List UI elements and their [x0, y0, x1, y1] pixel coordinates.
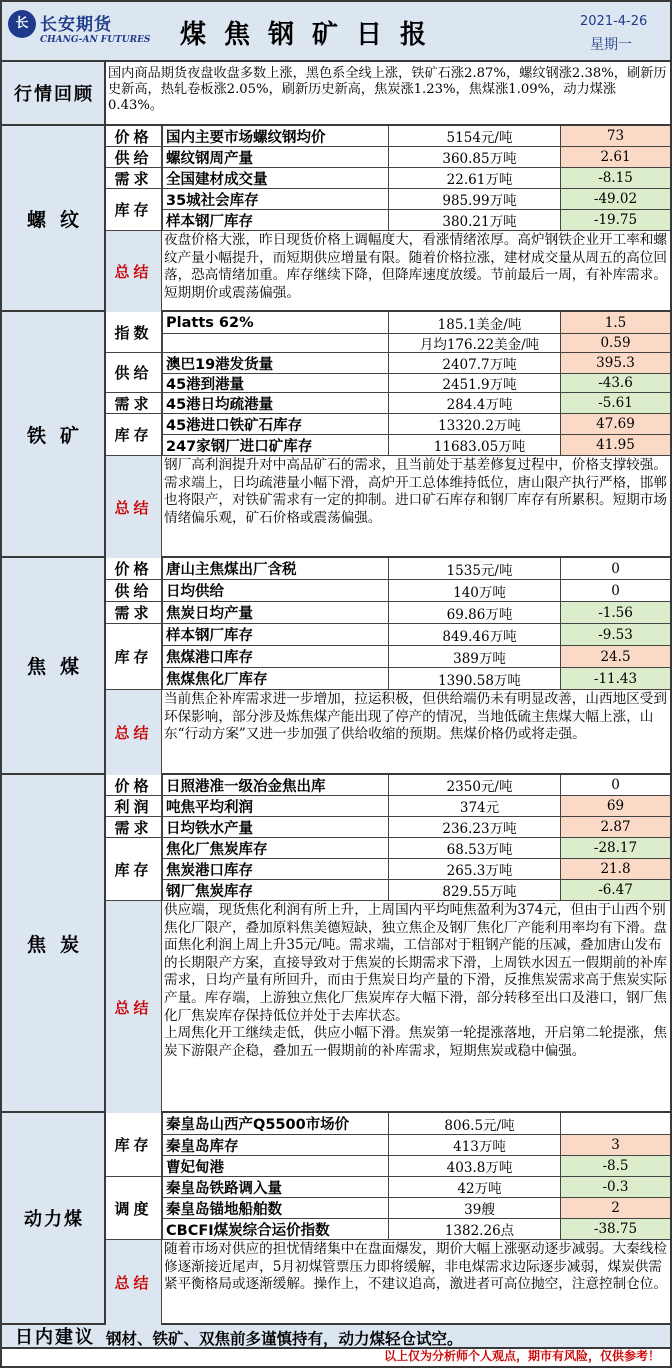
- rebar-row-value: 5154元/吨: [388, 126, 560, 146]
- coking_coal-category: 需求: [106, 602, 162, 624]
- ore-row-change: -43.6: [560, 374, 670, 392]
- thermal_coal-row-change: -8.5: [560, 1156, 670, 1176]
- coking_coal-row: [106, 668, 670, 690]
- rebar-category: 供给: [106, 147, 162, 168]
- coking_coal-row: [106, 580, 670, 602]
- rebar-row: [106, 210, 670, 231]
- rebar-label: 螺纹: [2, 126, 106, 310]
- company-name-cn: 长安期货: [40, 15, 112, 35]
- ore-row: [106, 393, 670, 414]
- rebar-row: [106, 147, 670, 168]
- coke-row-name: 钢厂焦炭库存: [162, 880, 388, 900]
- coking_coal-row-name: 样本钢厂库存: [162, 624, 388, 645]
- coking-coal-section: [2, 558, 670, 775]
- intraday-advice-label: 日内建议: [15, 1327, 95, 1348]
- report-header: [2, 2, 670, 62]
- ore-row: [106, 334, 670, 353]
- thermal_coal-row-change: -38.75: [560, 1219, 670, 1239]
- coke-category: 利润: [106, 796, 162, 817]
- thermal-coal-section: [2, 1113, 670, 1325]
- coke-row: [106, 880, 670, 901]
- coking_coal-row-change: -1.56: [560, 602, 670, 623]
- ore-row-name: 45港日均疏港量: [162, 393, 388, 413]
- thermal_coal-row-change: -0.3: [560, 1177, 670, 1197]
- coke-row-change: 0: [560, 775, 670, 795]
- rebar-row-name: 35城社会库存: [162, 189, 388, 209]
- rebar-row-value: 360.85万吨: [388, 147, 560, 167]
- coke-row-value: 236.23万吨: [388, 817, 560, 837]
- intraday-advice-text: 钢材、铁矿、双焦前多谨慎持有，动力煤轻仓试空。: [106, 1330, 463, 1348]
- thermal_coal-summary-text: 随着市场对供应的担忧情绪集中在盘面爆发，期价大幅上涨驱动逐步减弱。大秦线检修逐渐接近尾声，5月初煤管票压力即将缓解，非电煤需求边际逐步减弱，煤炭供需紧平衡格局或逐渐缓解。操作上，不建议追高，激进者可高位抛空，注意控制仓位。: [164, 1241, 667, 1293]
- coke-row: [106, 838, 670, 859]
- ore-category: 指数: [106, 312, 162, 353]
- report-weekday: 星期一: [590, 37, 632, 53]
- coke-row-change: 21.8: [560, 859, 670, 879]
- coke-row-value: 68.53万吨: [388, 838, 560, 858]
- coking_coal-row-change: 0: [560, 558, 670, 579]
- coking_coal-category: 库存: [106, 624, 162, 690]
- rebar-summary-text: 夜盘价格大涨，昨日现货价格上调幅度大，看涨情绪浓厚。高炉钢铁企业开工率和螺纹产量小幅提升，而短期供应增量有限。随着价格拉涨，建材成交量从周五的高位回落，恐高情绪加重。库存继续下降，但降库速度放缓。节前最后一周，有补库需求。短期期价或震荡偏强。: [164, 232, 667, 301]
- thermal_coal-row: [106, 1135, 670, 1156]
- coke-label: 焦炭: [2, 775, 106, 1111]
- rebar-row-value: 380.21万吨: [388, 210, 560, 230]
- thermal_coal-row-value: 1382.26点: [388, 1219, 560, 1239]
- ore-row-value: 月均176.22美金/吨: [388, 334, 560, 352]
- thermal_coal-row-name: 秦皇岛锚地船舶数: [162, 1198, 388, 1218]
- thermal_coal-row-value: 42万吨: [388, 1177, 560, 1197]
- thermal_coal-summary-label: 总结: [106, 1240, 162, 1325]
- rebar-section: [2, 126, 670, 312]
- rebar-row-name: 样本钢厂库存: [162, 210, 388, 230]
- market-review-label: 行情回顾: [2, 62, 106, 124]
- coke-row-change: -28.17: [560, 838, 670, 858]
- coking_coal-row-value: 69.86万吨: [388, 602, 560, 623]
- thermal_coal-row: [106, 1113, 670, 1135]
- rebar-row-name: 螺纹钢周产量: [162, 147, 388, 167]
- rebar-body: [106, 126, 670, 310]
- coke-row-change: -6.47: [560, 880, 670, 900]
- coke-row-change: 2.87: [560, 817, 670, 837]
- coke-section: [2, 775, 670, 1113]
- ore-row-change: 1.5: [560, 312, 670, 333]
- company-logo-icon: 长: [8, 10, 36, 38]
- ore-row-name: [162, 334, 388, 352]
- coking_coal-row-name: 焦煤焦化厂库存: [162, 668, 388, 689]
- ore-row-name: 45港进口铁矿石库存: [162, 414, 388, 434]
- ore-row-change: -5.61: [560, 393, 670, 413]
- coke-category: 库存: [106, 838, 162, 901]
- rebar-row: [106, 168, 670, 189]
- risk-disclaimer: 以上仅为分析师个人观点，期市有风险，仅供参考！: [383, 1349, 660, 1363]
- ore-row: [106, 353, 670, 374]
- thermal_coal-category: 调度: [106, 1177, 162, 1240]
- company-name-en: CHANG-AN FUTURES: [40, 35, 151, 45]
- thermal_coal-row-value: 403.8万吨: [388, 1156, 560, 1176]
- ore-row-name: Platts 62%: [162, 312, 388, 333]
- rebar-row-name: 全国建材成交量: [162, 168, 388, 188]
- ore-label: 铁矿: [2, 312, 106, 556]
- rebar-row-value: 985.99万吨: [388, 189, 560, 209]
- coking_coal-row: [106, 646, 670, 668]
- thermal_coal-row: [106, 1198, 670, 1219]
- thermal_coal-row-name: 秦皇岛山西产Q5500市场价: [162, 1113, 388, 1134]
- coke-category: 价格: [106, 775, 162, 796]
- coke-row: [106, 859, 670, 880]
- ore-row-value: 2451.9万吨: [388, 374, 560, 392]
- rebar-summary-label: 总结: [106, 231, 162, 312]
- coking_coal-row-value: 1390.58万吨: [388, 668, 560, 689]
- ore-row-name: 澳巴19港发货量: [162, 353, 388, 373]
- coke-row-name: 焦炭港口库存: [162, 859, 388, 879]
- thermal_coal-row-change: 3: [560, 1135, 670, 1155]
- ore-row: [106, 374, 670, 393]
- coking_coal-body: [106, 558, 670, 773]
- ore-row-value: 2407.7万吨: [388, 353, 560, 373]
- ore-row-change: 0.59: [560, 334, 670, 352]
- coke-row-change: 69: [560, 796, 670, 816]
- coke-row: [106, 796, 670, 817]
- rebar-row: [106, 126, 670, 147]
- rebar-row-value: 22.61万吨: [388, 168, 560, 188]
- coke-row: [106, 775, 670, 796]
- coke-row-name: 日照港准一级冶金焦出库: [162, 775, 388, 795]
- rebar-category: 库存: [106, 189, 162, 231]
- rebar-row-name: 国内主要市场螺纹钢均价: [162, 126, 388, 146]
- thermal_coal-row-name: 秦皇岛库存: [162, 1135, 388, 1155]
- coking_coal-row-value: 1535元/吨: [388, 558, 560, 579]
- coking_coal-row-change: -11.43: [560, 668, 670, 689]
- coking_coal-row-value: 389万吨: [388, 646, 560, 667]
- rebar-row-change: -19.75: [560, 210, 670, 230]
- thermal_coal-row: [106, 1219, 670, 1240]
- ore-summary-label: 总结: [106, 456, 162, 558]
- coking_coal-row: [106, 624, 670, 646]
- ore-row-value: 13320.2万吨: [388, 414, 560, 434]
- ore-row-value: 11683.05万吨: [388, 435, 560, 455]
- intraday-advice-section: [2, 1325, 670, 1349]
- thermal_coal-body: [106, 1113, 670, 1323]
- coking_coal-row-value: 140万吨: [388, 580, 560, 601]
- coking_coal-row-change: -9.53: [560, 624, 670, 645]
- coking_coal-row-change: 0: [560, 580, 670, 601]
- coke-row-name: 吨焦平均利润: [162, 796, 388, 816]
- thermal_coal-row-change: 2: [560, 1198, 670, 1218]
- market-review-text: 国内商品期货夜盘收盘多数上涨，黑色系全线上涨，铁矿石涨2.87%，螺纹钢涨2.38%，刷新历史新高，热轧卷板涨2.05%，刷新历史新高，焦炭涨1.23%，焦煤涨1.09%，动力煤涨0.43%。: [108, 66, 667, 113]
- thermal_coal-row-value: 39艘: [388, 1198, 560, 1218]
- rebar-category: 价格: [106, 126, 162, 147]
- coke-row-value: 829.55万吨: [388, 880, 560, 900]
- coking_coal-label: 焦煤: [2, 558, 106, 773]
- coking_coal-row-name: 日均供给: [162, 580, 388, 601]
- coking_coal-summary-text: 当前焦企补库需求进一步增加，拉运积极，但供给端仍未有明显改善，山西地区受到环保影响，部分涉及炼焦煤产能出现了停产的情况，当地低硫主焦煤大幅上涨，山东“行动方案”又进一步加强了供给收缩的预期。焦煤价格仍或将走强。: [164, 691, 667, 743]
- coke-row-value: 265.3万吨: [388, 859, 560, 879]
- coking_coal-category: 供给: [106, 580, 162, 602]
- rebar-row: [106, 189, 670, 210]
- thermal_coal-row-name: 曹妃甸港: [162, 1156, 388, 1176]
- ore-row-value: 284.4万吨: [388, 393, 560, 413]
- coking_coal-category: 价格: [106, 558, 162, 580]
- thermal_coal-category: 库存: [106, 1113, 162, 1177]
- thermal_coal-row-value: 806.5元/吨: [388, 1113, 560, 1134]
- coke-summary-label: 总结: [106, 901, 162, 1113]
- coke-row-value: 2350元/吨: [388, 775, 560, 795]
- ore-category: 供给: [106, 353, 162, 393]
- coke-row-value: 374元: [388, 796, 560, 816]
- ore-summary-text: 钢厂高利润提升对中高品矿石的需求，且当前处于基差修复过程中，价格支撑较强。需求端上，日均疏港量小幅下滑，高炉开工总体维持低位，唐山限产执行严格，邯郸也将限产，对铁矿需求有一定的抑制。进口矿石库存和钢厂库存有所累积。短期市场情绪偏乐观，矿石价格或震荡偏强。: [164, 457, 667, 526]
- ore-row: [106, 414, 670, 435]
- thermal_coal-row: [106, 1156, 670, 1177]
- coking_coal-row-name: 唐山主焦煤出厂含税: [162, 558, 388, 579]
- thermal_coal-row-name: 秦皇岛铁路调入量: [162, 1177, 388, 1197]
- coke-body: [106, 775, 670, 1111]
- ore-category: 库存: [106, 414, 162, 456]
- thermal_coal-label: 动力煤: [2, 1113, 106, 1323]
- iron-ore-section: [2, 312, 670, 558]
- coke-summary-text: 供应端，现货焦化利润有所上升，上周国内平均吨焦盈利为374元，但由于山西个别焦化厂限产，叠加原料焦美德短缺，独立焦企及钢厂焦化厂产能利用率均有下滑。盘面焦化利润上周上升35元/吨。需求端，工信部对于粗钢产能的压减，叠加唐山发布的长期限产方案，直接导致对于焦炭的长期需求下滑，上周铁水因五一假期前的补库需求，日均产量有所回升，而由于焦炭日均产量的下滑，反推焦炭需求高于焦炭实际产量。库存端，上游独立焦化厂焦炭库存大幅下滑，部分转移至出口及港口，钢厂焦化厂焦炭库存保持低位并处于去库状态。 上周焦化开工继续走低，供应小幅下滑。焦炭第一轮提涨落地，开启第二轮提涨，焦炭下游限产企稳，叠加五一假期前的补库需求，短期焦炭或稳中偏强。: [164, 902, 667, 1059]
- rebar-row-change: 73: [560, 126, 670, 146]
- rebar-row-change: -8.15: [560, 168, 670, 188]
- coke-row-name: 日均铁水产量: [162, 817, 388, 837]
- coking_coal-row-name: 焦炭日均产量: [162, 602, 388, 623]
- coking_coal-row: [106, 558, 670, 580]
- coking_coal-summary-label: 总结: [106, 690, 162, 775]
- coking_coal-row-value: 849.46万吨: [388, 624, 560, 645]
- coke-row-name: 焦化厂焦炭库存: [162, 838, 388, 858]
- ore-row: [106, 435, 670, 456]
- ore-category: 需求: [106, 393, 162, 414]
- report-date: 2021-4-26: [580, 14, 648, 29]
- ore-row-name: 247家钢厂进口矿库存: [162, 435, 388, 455]
- thermal_coal-row-value: 413万吨: [388, 1135, 560, 1155]
- ore-row-change: 395.3: [560, 353, 670, 373]
- report-title: 煤焦钢矿日报: [180, 20, 445, 50]
- ore-row-name: 45港到港量: [162, 374, 388, 392]
- ore-row: [106, 312, 670, 334]
- ore-row-value: 185.1美金/吨: [388, 312, 560, 333]
- ore-row-change: 47.69: [560, 414, 670, 434]
- thermal_coal-row-change: [560, 1113, 670, 1134]
- ore-body: [106, 312, 670, 556]
- coking_coal-row: [106, 602, 670, 624]
- rebar-row-change: -49.02: [560, 189, 670, 209]
- thermal_coal-row: [106, 1177, 670, 1198]
- thermal_coal-row-name: CBCFI煤炭综合运价指数: [162, 1219, 388, 1239]
- coke-row: [106, 817, 670, 838]
- coke-category: 需求: [106, 817, 162, 838]
- coking_coal-row-name: 焦煤港口库存: [162, 646, 388, 667]
- rebar-category: 需求: [106, 168, 162, 189]
- ore-row-change: 41.95: [560, 435, 670, 455]
- coking_coal-row-change: 24.5: [560, 646, 670, 667]
- rebar-row-change: 2.61: [560, 147, 670, 167]
